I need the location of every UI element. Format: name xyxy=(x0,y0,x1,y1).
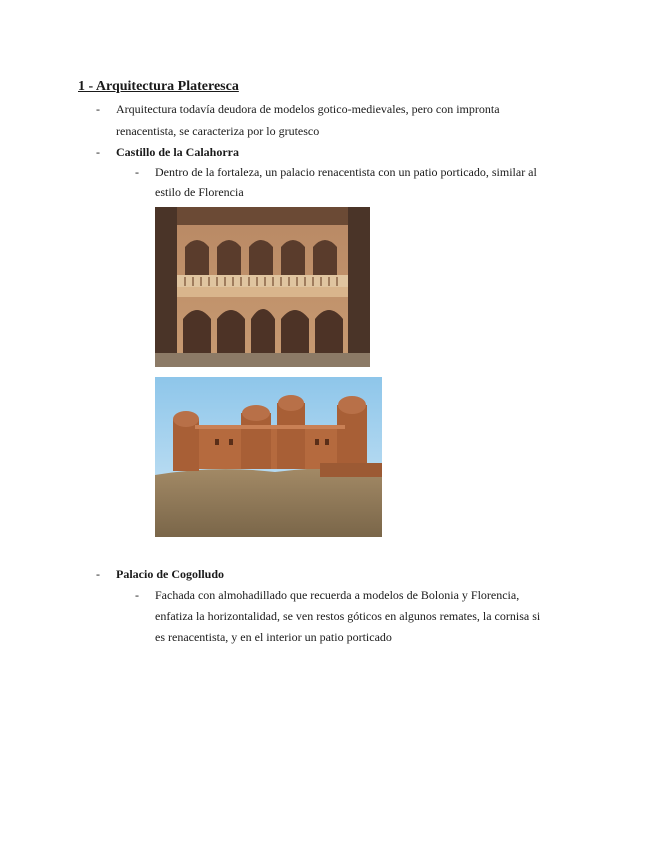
courtyard-arcade-photo xyxy=(155,207,370,367)
item-title-calahorra: Castillo de la Calahorra xyxy=(116,145,239,159)
castle-calahorra-photo xyxy=(155,377,382,537)
sub-item-text-line: enfatiza la horizontalidad, se ven restos góticos en algunos remates, la cornisa si xyxy=(155,609,541,623)
bullet-dash: - xyxy=(96,102,100,116)
sub-bullet-dash: - xyxy=(135,588,139,602)
section-heading: 1 - Arquitectura Plateresca xyxy=(78,79,239,94)
bullet-dash: - xyxy=(96,567,100,581)
sub-item-text-line: es renacentista, y en el interior un patio porticado xyxy=(155,630,392,644)
sub-item-text-line: Fachada con almohadillado que recuerda a modelos de Bolonia y Florencia, xyxy=(155,588,520,602)
sub-item-text-line: Dentro de la fortaleza, un palacio renacentista con un patio porticado, similar al xyxy=(155,165,537,179)
bullet-dash: - xyxy=(96,145,100,159)
sub-bullet-dash: - xyxy=(135,165,139,179)
item-title-cogolludo: Palacio de Cogolludo xyxy=(116,567,225,581)
item-text-line: Arquitectura todavía deudora de modelos gotico-medievales, pero con impronta xyxy=(116,102,500,116)
item-text-line: renacentista, se caracteriza por lo grutesco xyxy=(116,124,320,138)
sub-item-text-line: estilo de Florencia xyxy=(155,185,244,199)
